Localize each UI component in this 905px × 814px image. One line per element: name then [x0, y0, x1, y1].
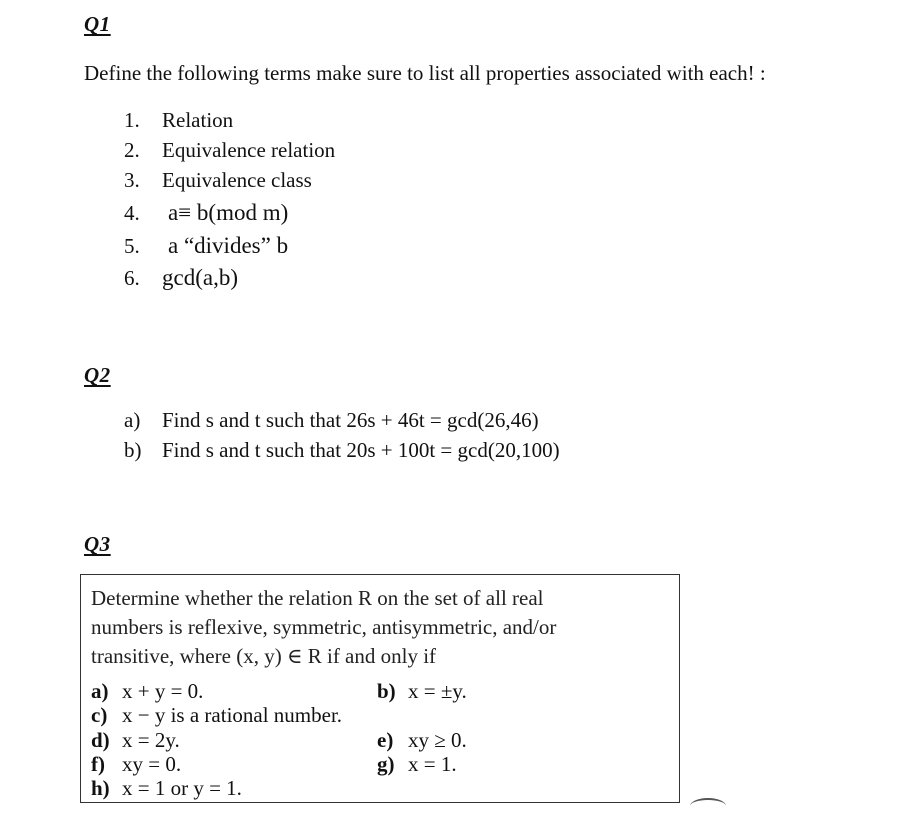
- q3-heading: Q3: [84, 532, 111, 556]
- q3-part-label: b): [377, 679, 396, 703]
- q3-part-b: [377, 679, 467, 704]
- q3-part-label: g): [377, 752, 395, 776]
- list-item-text: Equivalence class: [162, 168, 312, 192]
- q3-part-text: x − y is a rational number.: [122, 703, 343, 727]
- list-item: [124, 408, 539, 433]
- q3-part-text: xy = 0.: [122, 752, 182, 776]
- list-item-number: 6.: [124, 266, 140, 290]
- q3-exercise-box: [80, 574, 680, 803]
- list-item-text: a≡ b(mod m): [168, 200, 289, 225]
- q3-part-e: [377, 728, 467, 753]
- q3-part-f: [91, 752, 181, 777]
- list-item: [124, 265, 238, 291]
- list-item: [124, 233, 288, 259]
- list-item-number: 1.: [124, 108, 140, 132]
- q3-part-label: e): [377, 728, 394, 752]
- q3-part-c: [91, 703, 342, 728]
- list-item-number: b): [124, 438, 142, 462]
- list-item: [124, 168, 312, 193]
- q3-part-a: [91, 679, 203, 704]
- q3-part-text: x = 1.: [408, 752, 457, 776]
- list-item-number: 4.: [124, 201, 140, 225]
- list-item-text: Find s and t such that 26s + 46t = gcd(26,46): [162, 408, 539, 432]
- list-item-number: 5.: [124, 234, 140, 258]
- q3-part-text: x = 1 or y = 1.: [122, 776, 242, 800]
- list-item: [124, 108, 233, 133]
- q3-part-text: x = ±y.: [408, 679, 467, 703]
- list-item: [124, 138, 335, 163]
- list-item-text: a “divides” b: [168, 233, 289, 258]
- list-item-number: 3.: [124, 168, 140, 192]
- q3-part-d: [91, 728, 180, 753]
- q3-part-text: x + y = 0.: [122, 679, 204, 703]
- list-item: [124, 200, 288, 226]
- list-item-text: Equivalence relation: [162, 138, 336, 162]
- list-item-text: gcd(a,b): [162, 265, 238, 290]
- list-item-text: Relation: [162, 108, 234, 132]
- q3-prompt-line: Determine whether the relation R on the set of all real: [91, 586, 544, 610]
- q3-part-label: f): [91, 752, 105, 776]
- q3-part-label: c): [91, 703, 108, 727]
- q1-heading: Q1: [84, 12, 111, 36]
- q3-part-h: [91, 776, 242, 801]
- q3-prompt-line: transitive, where (x, y) ∈ R if and only if: [91, 644, 437, 668]
- q3-part-label: h): [91, 776, 110, 800]
- list-item-text: Find s and t such that 20s + 100t = gcd(20,100): [162, 438, 560, 462]
- q3-part-label: d): [91, 728, 110, 752]
- page-curl-mark: [690, 798, 726, 814]
- list-item-number: a): [124, 408, 141, 432]
- q3-part-g: [377, 752, 457, 777]
- q1-intro: Define the following terms make sure to list all properties associated with each! :: [84, 61, 766, 85]
- list-item: [124, 438, 560, 463]
- q3-part-label: a): [91, 679, 109, 703]
- q3-part-text: x = 2y.: [122, 728, 180, 752]
- list-item-number: 2.: [124, 138, 140, 162]
- q3-part-text: xy ≥ 0.: [408, 728, 467, 752]
- q2-heading: Q2: [84, 363, 111, 387]
- q3-prompt-line: numbers is reflexive, symmetric, antisymmetric, and/or: [91, 615, 557, 639]
